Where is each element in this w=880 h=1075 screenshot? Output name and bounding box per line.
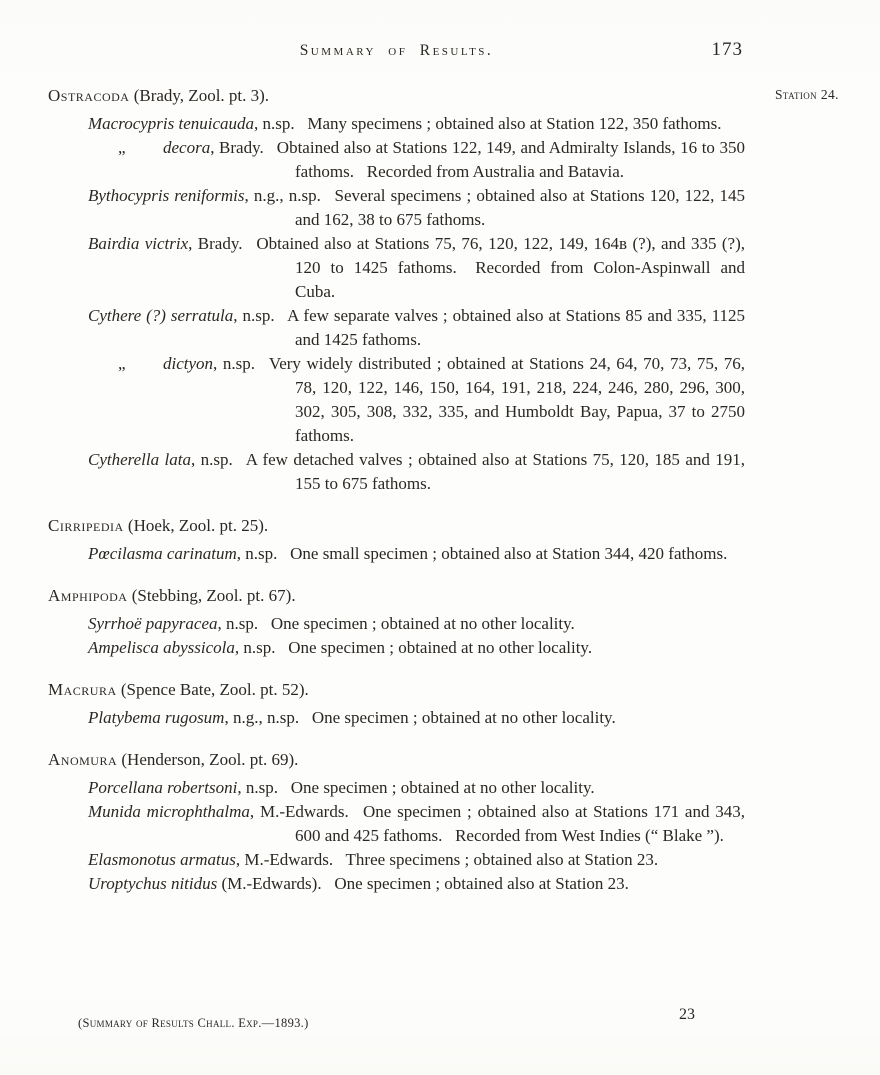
species-name: Cytherella lata: [88, 450, 191, 469]
species-name: Elasmonotus armatus: [88, 850, 236, 869]
running-header: [48, 39, 745, 68]
entry-text: , n.sp. Many specimens ; obtained also at Station 122, 350 fathoms.: [254, 114, 722, 133]
footer-signature: (Summary of Results Chall. Exp.—1893.): [78, 1016, 309, 1030]
species-name: Syrrhoë papyracea: [88, 614, 218, 633]
margin-note-station: Station 24.: [775, 87, 839, 102]
section-name: Amphipoda: [48, 586, 128, 605]
entry-text: , n.sp. One small specimen ; obtained also at Station 344, 420 fathoms.: [236, 544, 728, 563]
species-entry: [48, 612, 745, 636]
species-name: decora: [163, 138, 211, 157]
entry-text: , n.g., n.sp. Several specimens ; obtained also at Stations 120, 122, 145 and 162, 38 to 675 fathoms.: [244, 186, 746, 229]
section-amphipoda: [48, 584, 745, 660]
page-body: [48, 84, 745, 896]
species-name: Pœcilasma carinatum: [88, 544, 237, 563]
species-entry: [48, 800, 745, 848]
species-entry: [48, 776, 745, 800]
footer-sheet-number: 23: [679, 1006, 695, 1023]
section-name: Cirripedia: [48, 516, 124, 535]
species-name: Munida microphthalma: [88, 802, 250, 821]
species-name: Bairdia victrix: [88, 234, 189, 253]
entry-text: , M.-Edwards. One specimen ; obtained also at Stations 171 and 343, 600 and 425 fathoms. Recorded from West Indies (“ Blake ”).: [249, 802, 745, 845]
entry-text: , M.-Edwards. Three specimens ; obtained also at Station 23.: [235, 850, 659, 869]
section-heading: [48, 678, 745, 702]
section-anomura: [48, 748, 745, 896]
entry-text: , n.sp. A few separate valves ; obtained also at Stations 85 and 335, 1125 and 1425 fathoms.: [233, 306, 745, 349]
section-ref: (Spence Bate, Zool. pt. 52).: [116, 680, 309, 699]
section-cirripedia: [48, 514, 745, 566]
ditto-mark: „: [118, 138, 126, 157]
section-heading: [48, 84, 745, 108]
species-entry: [48, 112, 745, 136]
entry-text: , Brady. Obtained also at Stations 75, 76, 120, 122, 149, 164ʙ (?), and 335 (?), 120 to 1425 fathoms. Recorded from Colon-Aspinwall and Cuba.: [188, 234, 745, 301]
section-ref: (Hoek, Zool. pt. 25).: [123, 516, 269, 535]
running-title: Summary of Results.: [299, 42, 494, 59]
entry-text: , n.sp. One specimen ; obtained at no other locality.: [237, 778, 595, 797]
species-entry: [48, 304, 745, 352]
section-ostracoda: [48, 84, 745, 496]
section-heading: [48, 748, 745, 772]
entry-text: , n.sp. One specimen ; obtained at no other locality.: [217, 614, 575, 633]
entry-text: , n.g., n.sp. One specimen ; obtained at no other locality.: [224, 708, 616, 727]
entry-text: , n.sp. A few detached valves ; obtained also at Stations 75, 120, 185 and 191, 155 to 675 fathoms.: [190, 450, 746, 493]
species-name: Macrocypris tenuicauda: [88, 114, 255, 133]
species-entry: [48, 848, 745, 872]
species-name: Uroptychus nitidus: [88, 874, 218, 893]
page-footer: [78, 1006, 745, 1032]
species-entry: [48, 136, 745, 184]
species-name: dictyon: [163, 354, 214, 373]
section-name: Ostracoda: [48, 86, 130, 105]
species-entry: [48, 872, 745, 896]
species-name: Porcellana robertsoni: [88, 778, 238, 797]
section-name: Anomura: [48, 750, 118, 769]
species-entry: [48, 542, 745, 566]
species-entry: [48, 232, 745, 304]
entry-text: (M.-Edwards). One specimen ; obtained also at Station 23.: [217, 874, 629, 893]
species-name: Ampelisca abyssicola: [88, 638, 235, 657]
section-ref: (Henderson, Zool. pt. 69).: [117, 750, 299, 769]
section-name: Macrura: [48, 680, 117, 699]
species-name: Cythere (?) serratula: [88, 306, 234, 325]
section-heading: [48, 584, 745, 608]
section-ref: (Stebbing, Zool. pt. 67).: [127, 586, 296, 605]
entry-text: , n.sp. One specimen ; obtained at no other locality.: [234, 638, 593, 657]
species-entry: [48, 636, 745, 660]
species-name: Bythocypris reniformis: [88, 186, 245, 205]
species-entry: [48, 352, 745, 448]
section-heading: [48, 514, 745, 538]
page-number: 173: [711, 39, 743, 60]
species-entry: [48, 184, 745, 232]
entry-text: , Brady. Obtained also at Stations 122, 149, and Admiralty Islands, 16 to 350 fathoms. Recorded from Australia and Batavia.: [210, 138, 745, 181]
entry-text: , n.sp. Very widely distributed ; obtained at Stations 24, 64, 70, 73, 75, 76, 78, 120, 122, 146, 150, 164, 191, 218, 224, 246, 280, 296, 300, 302, 305, 308, 332, 335, and Humboldt Bay, Papua, 37 to 2750 fathoms.: [213, 354, 745, 445]
species-entry: [48, 448, 745, 496]
species-name: Platybema rugosum: [88, 708, 225, 727]
section-macrura: [48, 678, 745, 730]
species-entry: [48, 706, 745, 730]
ditto-mark: „: [118, 354, 126, 373]
section-ref: (Brady, Zool. pt. 3).: [129, 86, 270, 105]
